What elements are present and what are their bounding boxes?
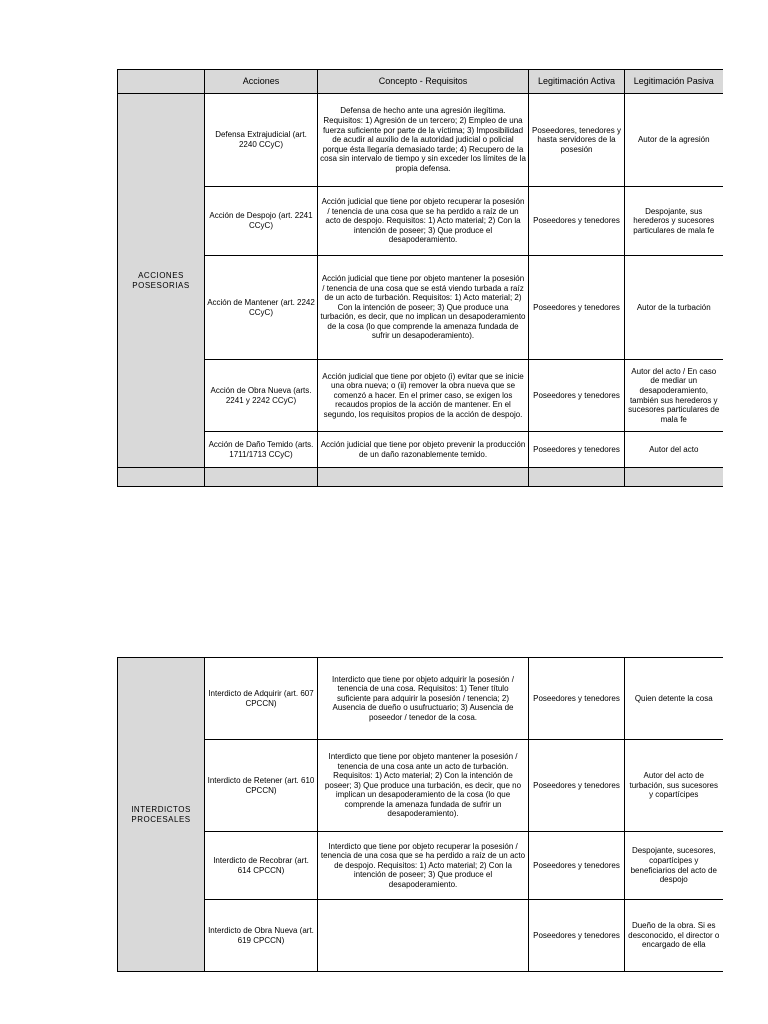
group-label-interdictos-procesales: INTERDICTOS PROCESALES <box>118 658 205 972</box>
accion-cell: Interdicto de Recobrar (art. 614 CPCCN) <box>205 832 318 900</box>
activa-cell: Poseedores y tenedores <box>529 832 625 900</box>
footer-cell <box>318 468 529 487</box>
group-label-acciones-posesorias: ACCIONES POSESORIAS <box>118 94 205 468</box>
pasiva-cell: Quien detente la cosa <box>625 658 723 740</box>
pasiva-cell: Autor del acto / En caso de mediar un desapoderamiento, también sus herederos y sucesores particulares de mala fe <box>625 360 723 432</box>
footer-row <box>118 468 723 487</box>
header-legitimacion-pasiva: Legitimación Pasiva <box>625 70 723 94</box>
footer-cell <box>118 468 205 487</box>
pasiva-cell: Autor de la turbación <box>625 256 723 360</box>
activa-cell: Poseedores y tenedores <box>529 432 625 468</box>
pasiva-cell: Despojante, sus herederos y sucesores particulares de mala fe <box>625 187 723 256</box>
table-row <box>118 256 723 360</box>
accion-cell: Interdicto de Retener (art. 610 CPCCN) <box>205 740 318 832</box>
pasiva-cell: Dueño de la obra. Si es desconocido, el director o encargado de ella <box>625 900 723 972</box>
activa-cell: Poseedores y tenedores <box>529 187 625 256</box>
activa-cell: Poseedores y tenedores <box>529 740 625 832</box>
concepto-cell <box>318 900 529 972</box>
concepto-cell: Acción judicial que tiene por objeto (i) evitar que se inicie una obra nueva; o (ii) remover la obra nueva que se comenzó a hacer. En el primer caso, se exigen los recaudos propios de la acción de mantener. En el segundo, los requisitos propios de la acción de despojo. <box>318 360 529 432</box>
pasiva-cell: Autor del acto <box>625 432 723 468</box>
accion-cell: Acción de Mantener (art. 2242 CCyC) <box>205 256 318 360</box>
activa-cell: Poseedores y tenedores <box>529 658 625 740</box>
concepto-cell: Interdicto que tiene por objeto recuperar la posesión / tenencia de una cosa que se ha perdido a raíz de un acto de despojo. Requisitos: 1) Acto material; 2) Con la intención de poseer; 3) Que produce el desapoderamiento. <box>318 832 529 900</box>
footer-cell <box>205 468 318 487</box>
footer-cell <box>625 468 723 487</box>
table-row <box>118 900 723 972</box>
table-row <box>118 832 723 900</box>
accion-cell: Defensa Extrajudicial (art. 2240 CCyC) <box>205 94 318 187</box>
activa-cell: Poseedores, tenedores y hasta servidores de la posesión <box>529 94 625 187</box>
activa-cell: Poseedores y tenedores <box>529 900 625 972</box>
concepto-cell: Interdicto que tiene por objeto adquirir la posesión / tenencia de una cosa. Requisitos: 1) Tener título suficiente para adquirir la posesión / tenencia; 2) Ausencia de dueño o usufructuario; 3) Ausencia de poseedor / tenedor de la cosa. <box>318 658 529 740</box>
concepto-cell: Acción judicial que tiene por objeto recuperar la posesión / tenencia de una cosa que se ha perdido a raíz de un acto de despojo. Requisitos: 1) Acto material; 2) Con la intención de poseer; 3) Que produce el desapoderamiento. <box>318 187 529 256</box>
header-corner <box>118 70 205 94</box>
accion-cell: Acción de Obra Nueva (arts. 2241 y 2242 CCyC) <box>205 360 318 432</box>
pasiva-cell: Autor de la agresión <box>625 94 723 187</box>
pasiva-cell: Autor del acto de turbación, sus sucesores y copartícipes <box>625 740 723 832</box>
concepto-cell: Interdicto que tiene por objeto mantener la posesión / tenencia de una cosa ante un acto de turbación. Requisitos: 1) Acto material; 2) Con la intención de poseer; 3) Que produce una turbación, es decir, que no implican un desapoderamiento de la cosa (lo que comprende la amenaza fundada de sufrir un desapoderamiento). <box>318 740 529 832</box>
table-row <box>118 94 723 187</box>
concepto-cell: Defensa de hecho ante una agresión ilegítima. Requisitos: 1) Agresión de un tercero; 2) Empleo de una fuerza suficiente por parte de la víctima; 3) Imposibilidad de acudir al auxilio de la autoridad judicial o policial porque ésta llegaría demasiado tarde; 4) Recupero de la cosa sin intervalo de tiempo y sin exceder los límites de la propia defensa. <box>318 94 529 187</box>
table-row <box>118 740 723 832</box>
concepto-cell: Acción judicial que tiene por objeto prevenir la producción de un daño razonablemente temido. <box>318 432 529 468</box>
footer-cell <box>529 468 625 487</box>
accion-cell: Acción de Daño Temido (arts. 1711/1713 CCyC) <box>205 432 318 468</box>
concepto-cell: Acción judicial que tiene por objeto mantener la posesión / tenencia de una cosa que se está viendo turbada a raíz de un acto de turbación. Requisitos: 1) Acto material; 2) Con la intención de poseer; 3) Que produce una turbación, es decir, que no implican un desapoderamiento de la cosa (lo que comprende la amenaza fundada de sufrir un desapoderamiento). <box>318 256 529 360</box>
table-row <box>118 187 723 256</box>
header-row <box>118 70 723 94</box>
pasiva-cell: Despojante, sucesores, copartícipes y beneficiarios del acto de despojo <box>625 832 723 900</box>
accion-cell: Interdicto de Adquirir (art. 607 CPCCN) <box>205 658 318 740</box>
accion-cell: Acción de Despojo (art. 2241 CCyC) <box>205 187 318 256</box>
acciones-posesorias-table <box>117 69 723 487</box>
table-row <box>118 360 723 432</box>
accion-cell: Interdicto de Obra Nueva (art. 619 CPCCN) <box>205 900 318 972</box>
table-row <box>118 432 723 468</box>
interdictos-procesales-table <box>117 657 723 972</box>
activa-cell: Poseedores y tenedores <box>529 256 625 360</box>
header-legitimacion-activa: Legitimación Activa <box>529 70 625 94</box>
activa-cell: Poseedores y tenedores <box>529 360 625 432</box>
header-concepto: Concepto - Requisitos <box>318 70 529 94</box>
header-acciones: Acciones <box>205 70 318 94</box>
table-row <box>118 658 723 740</box>
